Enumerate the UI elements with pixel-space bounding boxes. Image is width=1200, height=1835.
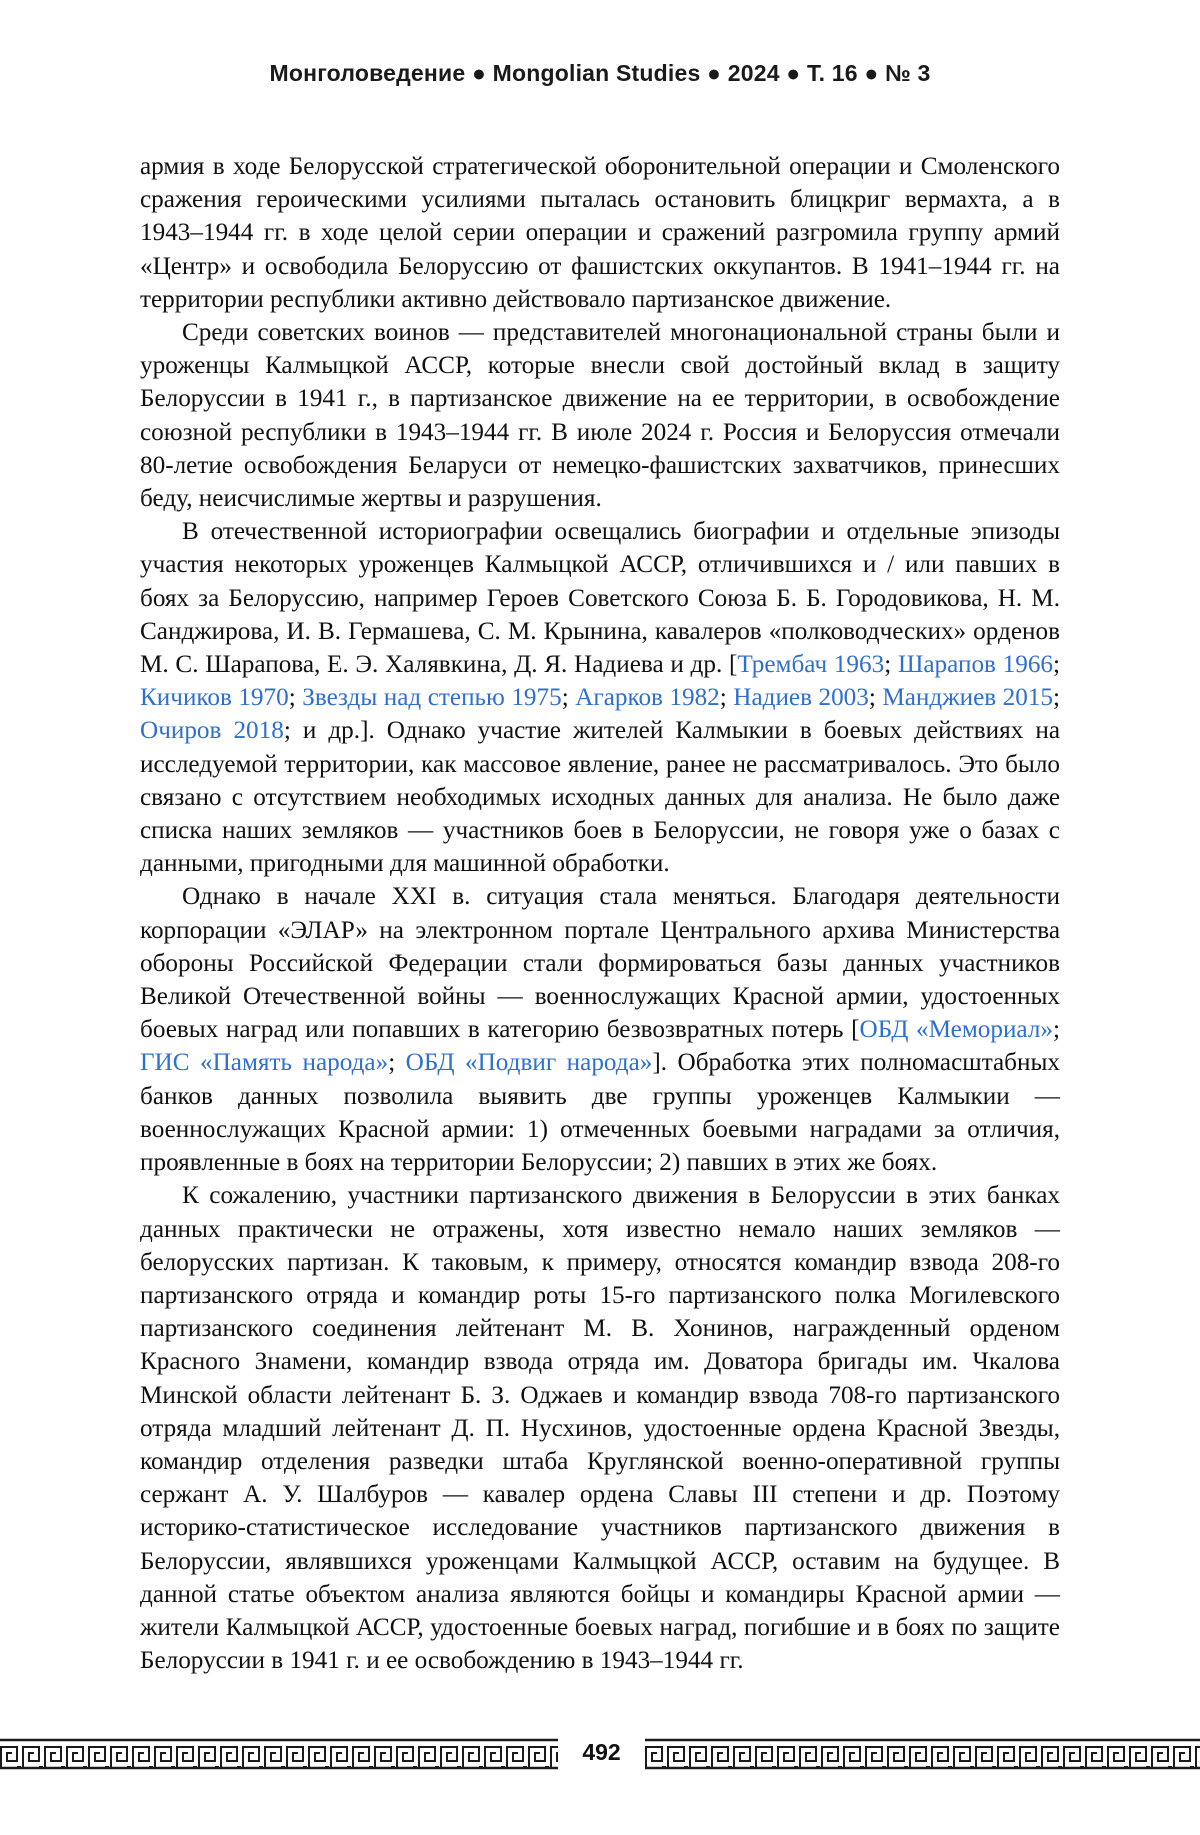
reference-link-nadiev-2003[interactable]: Надиев 2003 [733, 684, 869, 712]
page-number: 492 [582, 1739, 621, 1765]
ref-separator: ; [388, 1049, 406, 1077]
ref-separator: ; [561, 684, 576, 712]
ref-separator: ; [1053, 684, 1061, 712]
ref-separator: ; [1053, 651, 1061, 679]
reference-link-kichikov-1970[interactable]: Кичиков 1970 [140, 684, 289, 712]
reference-link-agarkov-1982[interactable]: Агарков 1982 [575, 684, 720, 712]
page-footer [0, 1737, 1200, 1771]
reference-link-gis-pamyat-naroda[interactable]: ГИС «Память народа» [140, 1049, 389, 1077]
meander-ornament-right [645, 1737, 1200, 1771]
reference-link-trembach-1963[interactable]: Трембач 1963 [737, 651, 885, 679]
reference-link-ochirov-2018[interactable]: Очиров 2018 [140, 717, 284, 745]
paragraph-3-lead: В отечественной историографии освещались биографии и отдельные эпизоды участия некоторых уроженцев Калмыцкой АССР, отличившихся и / или павших в боях за Белоруссию, например Героев Советского Союза Б. Б. Городовикова, Н. М. Санджирова, И. В. Гермашева, С. М. Крынина, кавалеров «полководческих» орденов М. С. Шарапова, Е. Э. Халявкина, Д. Я. Надиева и др. [ [140, 518, 1060, 679]
paragraph-4 [140, 880, 1060, 1179]
paragraph-1: армия в ходе Белорусской стратегической оборонительной операции и Смоленского сражения героическими усилиями пыталась остановить блицкриг вермахта, а в 1943–1944 гг. в ходе целой серии операции и сражений разгромила группу армий «Центр» и освободила Белоруссию от фашистских оккупантов. В 1941–1944 гг. на территории республики активно действовало партизанское движение. [140, 153, 1060, 313]
ref-separator: ; [1053, 1016, 1060, 1044]
article-body [140, 150, 1060, 1677]
meander-ornament-left [0, 1737, 558, 1771]
ref-separator: ; [288, 684, 303, 712]
ref-separator: ; [719, 684, 734, 712]
ref-separator: ; [868, 684, 883, 712]
paragraph-5: К сожалению, участники партизанского движения в Белоруссии в этих банках данных практически не отражены, хотя известно немало наших земляков — белорусских партизан. К таковым, к примеру, относятся командир взвода 208-го партизанского отряда и командир роты 15-го партизанского полка Могилевского партизанского соединения лейтенант М. В. Хонинов, награжденный орденом Красного Знамени, командир взвода отряда им. Доватора бригады им. Чкалова Минской области лейтенант Б. З. Оджаев и командир взвода 708-го партизанского отряда младший лейтенант Д. П. Нусхинов, удостоенные ордена Красной Звезды, командир отделения разведки штаба Круглянской военно-оперативной группы сержант А. У. Шалбуров — кавалер ордена Славы III степени и др. Поэтому историко-статистическое исследование участников партизанского движения в Белоруссии, являвшихся уроженцами Калмыцкой АССР, оставим на будущее. В данной статье объектом анализа являются бойцы и командиры Красной армии — жители Калмыцкой АССР, удостоенные боевых наград, погибшие и в боях по защите Белоруссии в 1941 г. и ее освобождению в 1943–1944 гг. [140, 1182, 1060, 1675]
paragraph-4-tail: ]. Обработка этих полномасштабных банков данных позволила выявить две группы уроженцев Калмыкии — военнослужащих Красной армии: 1) отмеченных боевыми наградами за отличия, проявленные в боях на территории Белоруссии; 2) павших в этих же боях. [140, 1049, 1060, 1177]
paragraph-2: Среди советских воинов — представителей многонациональной страны были и уроженцы Калмыцкой АССР, которые внесли свой достойный вклад в защиту Белоруссии в 1941 г., в партизанское движение на ее территории, в освобождение союзной республики в 1943–1944 гг. В июле 2024 г. Россия и Белоруссия отмечали 80-летие освобождения Беларуси от немецко-фашистских захватчиков, принесших беду, неисчислимые жертвы и разрушения. [140, 319, 1060, 513]
reference-link-obd-memorial[interactable]: ОБД «Мемориал» [859, 1016, 1053, 1044]
reference-link-obd-podvig-naroda[interactable]: ОБД «Подвиг народа» [405, 1049, 653, 1077]
reference-link-zvezdy-1975[interactable]: Звезды над степью 1975 [302, 684, 562, 712]
reference-link-mandzhiev-2015[interactable]: Манджиев 2015 [882, 684, 1054, 712]
running-header: Монголоведение ● Mongolian Studies ● 2024 ● Т. 16 ● № 3 [269, 60, 931, 86]
paragraph-4-lead: Однако в начале XXI в. ситуация стала меняться. Благодаря деятельности корпорации «ЭЛАР» на электронном портале Центрального архива Министерства обороны Российской Федерации стали формироваться базы данных участников Великой Отечественной войны — военнослужащих Красной армии, удостоенных боевых наград или попавших в категорию безвозвратных потерь [ [140, 883, 1060, 1044]
ref-separator: ; [884, 651, 898, 679]
paragraph-3-tail: ; и др.]. Однако участие жителей Калмыкии в боевых действиях на исследуемой территории, как массовое явление, ранее не рассматривалось. Это было связано с отсутствием необходимых исходных данных для анализа. Не было даже списка наших земляков — участников боев в Белоруссии, не говоря уже о базах с данными, пригодными для машинной обработки. [140, 717, 1060, 878]
paragraph-3 [140, 515, 1060, 880]
reference-link-sharapov-1966[interactable]: Шарапов 1966 [897, 651, 1054, 679]
